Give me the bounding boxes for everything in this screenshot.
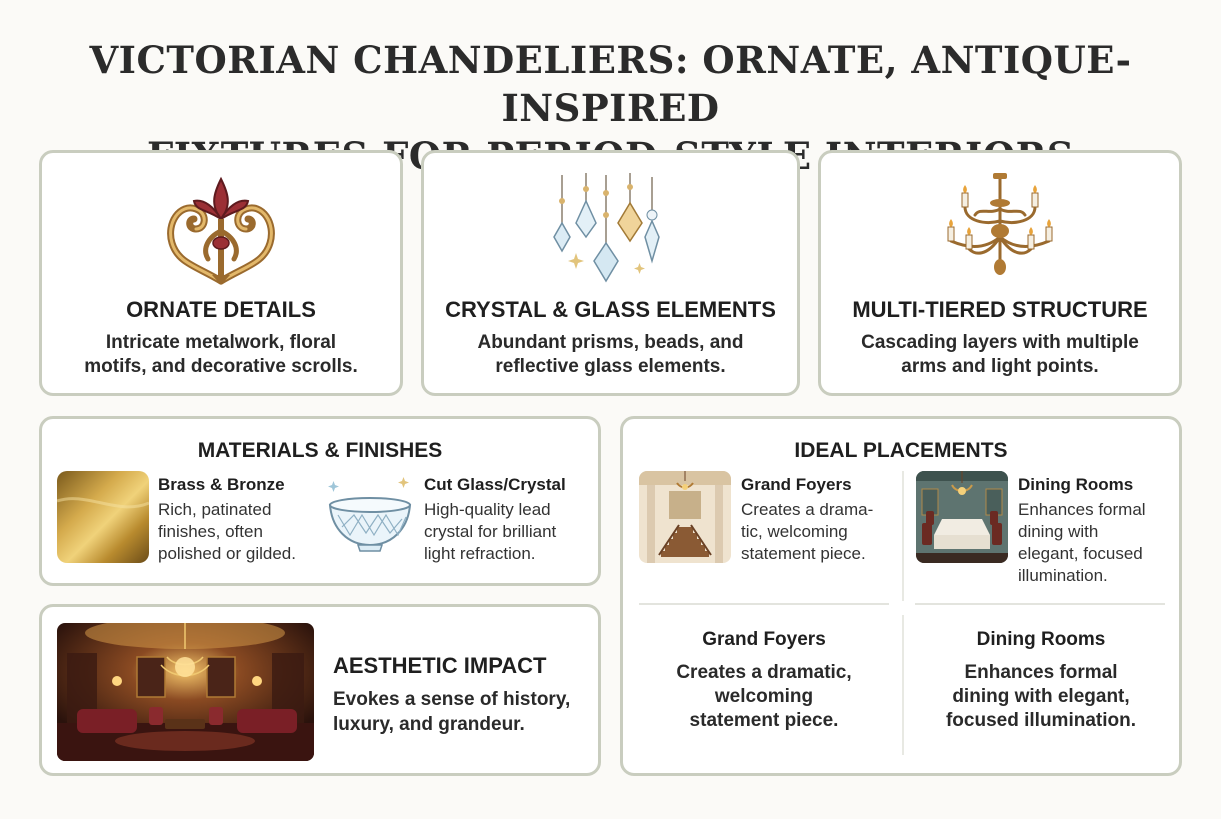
divider (915, 603, 1165, 605)
material-description-line: Rich, patinated (158, 500, 272, 519)
fleur-de-lis-scroll-icon (156, 171, 286, 291)
material-description-line: polished or gilded. (158, 544, 296, 563)
feature-description (841, 331, 1159, 379)
placement-name: Dining Rooms (1018, 475, 1134, 494)
feature-card-crystal-glass (421, 150, 800, 396)
aesthetic-description-line: Evokes a sense of history, (333, 689, 571, 710)
divider (639, 603, 889, 605)
aesthetic-title: AESTHETIC IMPACT (333, 653, 547, 678)
feature-description-line: motifs, and decorative scrolls. (84, 356, 358, 377)
feature-card-ornate-details (39, 150, 403, 396)
placement-description-line: statement piece. (689, 710, 839, 731)
feature-description-line: Intricate metalwork, floral (105, 332, 337, 353)
feature-heading: CRYSTAL & GLASS ELEMENTS (445, 297, 776, 322)
tiered-chandelier-icon (935, 171, 1065, 291)
feature-description (444, 331, 777, 379)
feature-heading: MULTI-TIERED STRUCTURE (852, 297, 1148, 322)
placement-description-line: Creates a dramatic, (676, 662, 852, 683)
aesthetic-description-line: luxury, and grandeur. (333, 714, 525, 735)
feature-heading: ORNATE DETAILS (126, 297, 316, 322)
material-name: Brass & Bronze (158, 475, 285, 494)
placement-description-line: tic, welcoming (741, 522, 848, 541)
placements-card (620, 416, 1182, 776)
placement-description-line: dining with (1018, 522, 1099, 541)
placement-description-line: elegant, focused (1018, 544, 1143, 563)
victorian-parlor-image (57, 623, 314, 761)
materials-card (39, 416, 601, 586)
material-description (424, 499, 556, 565)
materials-title: MATERIALS & FINISHES (197, 439, 443, 462)
material-description (158, 499, 296, 565)
material-description-line: crystal for brilliant (424, 522, 557, 541)
material-name: Cut Glass/Crystal (424, 475, 566, 494)
placement-description-line: Creates a drama- (741, 500, 874, 519)
placement-description-line: dining with elegant, (952, 686, 1130, 707)
material-description-line: High-quality lead (424, 500, 551, 519)
feature-description-line: reflective glass elements. (495, 356, 726, 377)
title-line-1: VICTORIAN CHANDELIERS: ORNATE, ANTIQUE-INSPIRED (89, 38, 1132, 130)
placement-description-line: Enhances formal (964, 662, 1118, 683)
placement-description-line: welcoming (714, 686, 814, 707)
brass-swatch-image (57, 471, 149, 563)
aesthetic-card (39, 604, 601, 776)
crystal-bowl-icon (324, 471, 416, 563)
feature-description (62, 331, 380, 379)
placement-description-line: illumination. (1018, 566, 1108, 585)
placement-name: Dining Rooms (976, 629, 1106, 650)
feature-description-line: arms and light points. (901, 356, 1099, 377)
material-description-line: light refraction. (424, 544, 536, 563)
divider (902, 471, 904, 601)
placement-description (741, 499, 873, 565)
placement-description-line: focused illumination. (945, 710, 1136, 731)
feature-description-line: Cascading layers with multiple (861, 332, 1139, 353)
placement-description-line: statement piece. (741, 544, 866, 563)
material-description-line: finishes, often (158, 522, 263, 541)
placement-description-line: Enhances formal (1018, 500, 1146, 519)
dining-room-image (916, 471, 1008, 563)
placement-name: Grand Foyers (741, 475, 852, 494)
feature-card-multi-tiered (818, 150, 1182, 396)
feature-description-line: Abundant prisms, beads, and (477, 332, 744, 353)
crystal-prisms-icon (546, 171, 676, 291)
placement-description (908, 661, 1174, 733)
placement-description (633, 661, 895, 733)
placements-title: IDEAL PLACEMENTS (794, 439, 1008, 462)
aesthetic-description (333, 687, 570, 737)
divider (902, 615, 904, 755)
grand-foyer-image (639, 471, 731, 563)
placement-name: Grand Foyers (702, 629, 826, 650)
placement-description (1018, 499, 1146, 587)
